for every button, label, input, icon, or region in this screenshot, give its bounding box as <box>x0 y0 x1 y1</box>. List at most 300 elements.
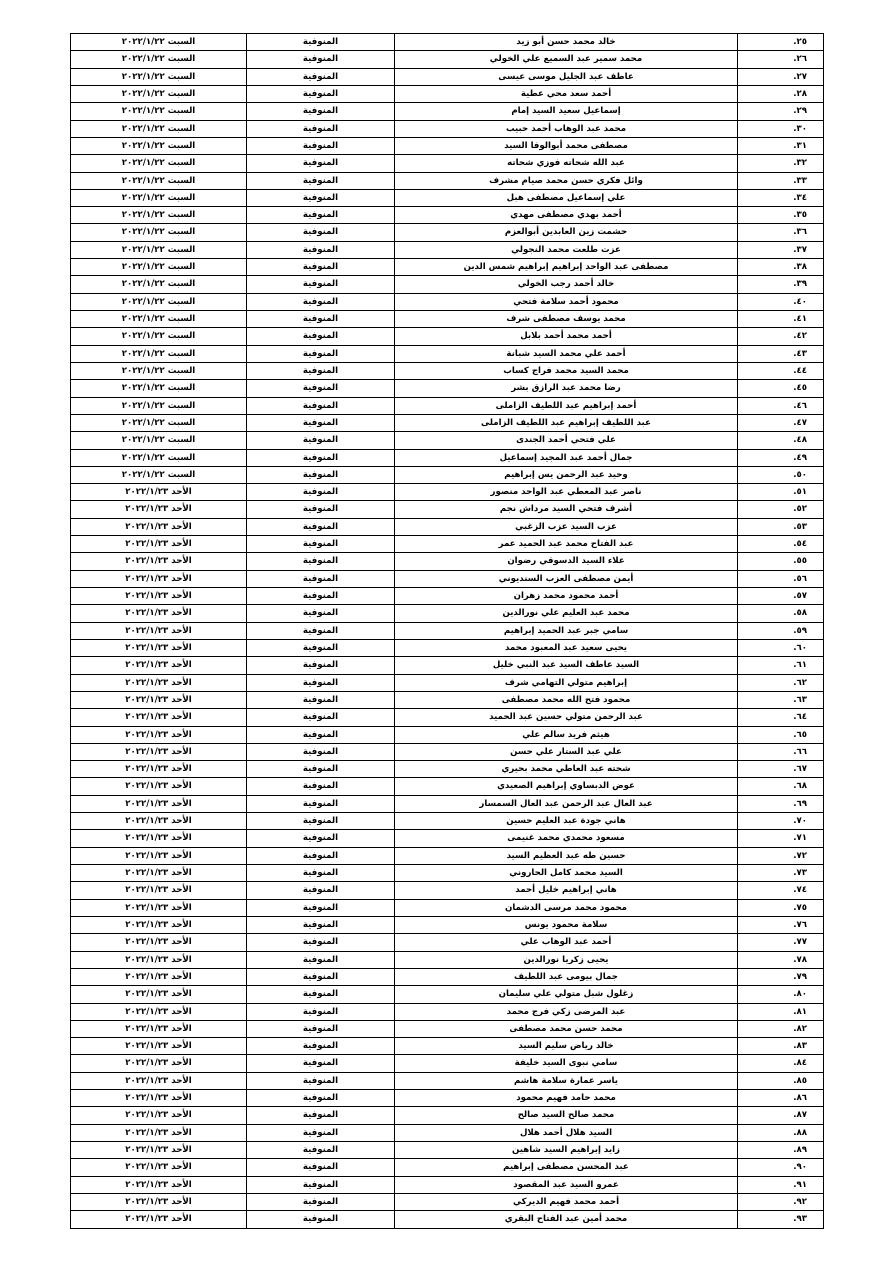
row-number-cell: ٤٥. <box>738 380 824 397</box>
session-date-cell: السبت ٢٠٢٢/١/٢٢ <box>71 259 247 276</box>
row-number-cell: ٢٧. <box>738 68 824 85</box>
person-name-cell: محمد عبد الوهاب أحمد حبيب <box>395 120 738 137</box>
session-date-cell: السبت ٢٠٢٢/١/٢٢ <box>71 85 247 102</box>
governorate-cell: المنوفية <box>247 588 395 605</box>
governorate-cell: المنوفية <box>247 570 395 587</box>
session-date-cell: الأحد ٢٠٢٢/١/٢٣ <box>71 1124 247 1141</box>
table-row <box>71 51 824 68</box>
governorate-cell: المنوفية <box>247 380 395 397</box>
table-row <box>71 414 824 431</box>
table-row <box>71 1003 824 1020</box>
row-number-cell: ٥٣. <box>738 518 824 535</box>
row-number-cell: ٧٧. <box>738 934 824 951</box>
governorate-cell: المنوفية <box>247 1107 395 1124</box>
governorate-cell: المنوفية <box>247 1193 395 1210</box>
person-name-cell: ياسر عمارة سلامة هاشم <box>395 1072 738 1089</box>
session-date-cell: الأحد ٢٠٢٢/١/٢٣ <box>71 570 247 587</box>
row-number-cell: ٦٨. <box>738 778 824 795</box>
governorate-cell: المنوفية <box>247 986 395 1003</box>
governorate-cell: المنوفية <box>247 622 395 639</box>
session-date-cell: السبت ٢٠٢٢/١/٢٢ <box>71 449 247 466</box>
row-number-cell: ٧١. <box>738 830 824 847</box>
row-number-cell: ٢٦. <box>738 51 824 68</box>
session-date-cell: الأحد ٢٠٢٢/١/٢٣ <box>71 1055 247 1072</box>
governorate-cell: المنوفية <box>247 709 395 726</box>
table-row <box>71 311 824 328</box>
person-name-cell: عاطف عبد الجليل موسى عيسى <box>395 68 738 85</box>
person-name-cell: خالد أحمد رجب الخولي <box>395 276 738 293</box>
person-name-cell: عبد اللطيف إبراهيم عبد اللطيف الزاملى <box>395 414 738 431</box>
person-name-cell: محمد السيد محمد فراج كساب <box>395 362 738 379</box>
row-number-cell: ٣٨. <box>738 259 824 276</box>
governorate-cell: المنوفية <box>247 1055 395 1072</box>
person-name-cell: مصطفى عبد الواحد إبراهيم إبراهيم شمس الدين <box>395 259 738 276</box>
governorate-cell: المنوفية <box>247 605 395 622</box>
governorate-cell: المنوفية <box>247 345 395 362</box>
session-date-cell: الأحد ٢٠٢٢/١/٢٣ <box>71 1090 247 1107</box>
person-name-cell: محمد سمير عبد السميع علي الخولي <box>395 51 738 68</box>
session-date-cell: الأحد ٢٠٢٢/١/٢٣ <box>71 847 247 864</box>
table-row <box>71 328 824 345</box>
row-number-cell: ٤٦. <box>738 397 824 414</box>
person-name-cell: إبراهيم متولي التهامي شرف <box>395 674 738 691</box>
person-name-cell: جمال أحمد عبد المجيد إسماعيل <box>395 449 738 466</box>
person-name-cell: أيمن مصطفى العزب السنديوني <box>395 570 738 587</box>
session-date-cell: الأحد ٢٠٢٢/١/٢٣ <box>71 934 247 951</box>
person-name-cell: عبد الفتاح محمد عبد الحميد عمر <box>395 536 738 553</box>
row-number-cell: ٣٣. <box>738 172 824 189</box>
table-row <box>71 103 824 120</box>
row-number-cell: ٧٩. <box>738 968 824 985</box>
person-name-cell: محمود محمد مرسى الدشمان <box>395 899 738 916</box>
person-name-cell: السيد هلال أحمد هلال <box>395 1124 738 1141</box>
row-number-cell: ٣٥. <box>738 207 824 224</box>
governorate-cell: المنوفية <box>247 432 395 449</box>
person-name-cell: محمد صالح السيد صالح <box>395 1107 738 1124</box>
person-name-cell: أحمد بهدي مصطفى مهدي <box>395 207 738 224</box>
row-number-cell: ٣٦. <box>738 224 824 241</box>
governorate-cell: المنوفية <box>247 189 395 206</box>
session-date-cell: الأحد ٢٠٢٢/١/٢٣ <box>71 691 247 708</box>
governorate-cell: المنوفية <box>247 1003 395 1020</box>
session-date-cell: الأحد ٢٠٢٢/١/٢٣ <box>71 1159 247 1176</box>
row-number-cell: ٩٣. <box>738 1211 824 1228</box>
table-row <box>71 726 824 743</box>
table-row <box>71 189 824 206</box>
table-row <box>71 241 824 258</box>
person-name-cell: أحمد علي محمد السيد شبانة <box>395 345 738 362</box>
person-name-cell: يحيى سعيد عبد المعبود محمد <box>395 639 738 656</box>
row-number-cell: ٤٢. <box>738 328 824 345</box>
governorate-cell: المنوفية <box>247 1090 395 1107</box>
table-row <box>71 345 824 362</box>
table-row <box>71 1124 824 1141</box>
table-row <box>71 137 824 154</box>
session-date-cell: الأحد ٢٠٢٢/١/٢٣ <box>71 1193 247 1210</box>
governorate-cell: المنوفية <box>247 34 395 51</box>
session-date-cell: الأحد ٢٠٢٢/١/٢٣ <box>71 968 247 985</box>
row-number-cell: ٤٩. <box>738 449 824 466</box>
row-number-cell: ٧٠. <box>738 813 824 830</box>
governorate-cell: المنوفية <box>247 1038 395 1055</box>
session-date-cell: الأحد ٢٠٢٢/١/٢٣ <box>71 518 247 535</box>
table-row <box>71 813 824 830</box>
governorate-cell: المنوفية <box>247 865 395 882</box>
table-row <box>71 674 824 691</box>
row-number-cell: ٢٨. <box>738 85 824 102</box>
row-number-cell: ٥٧. <box>738 588 824 605</box>
row-number-cell: ٣٠. <box>738 120 824 137</box>
row-number-cell: ٥١. <box>738 484 824 501</box>
row-number-cell: ٧٦. <box>738 916 824 933</box>
row-number-cell: ٦٣. <box>738 691 824 708</box>
governorate-cell: المنوفية <box>247 362 395 379</box>
person-name-cell: حشمت زين العابدين أبوالعزم <box>395 224 738 241</box>
governorate-cell: المنوفية <box>247 311 395 328</box>
governorate-cell: المنوفية <box>247 172 395 189</box>
document-page <box>70 33 823 1229</box>
governorate-cell: المنوفية <box>247 85 395 102</box>
person-name-cell: علاء السيد الدسوقي رضوان <box>395 553 738 570</box>
person-name-cell: سلامة محمود يونس <box>395 916 738 933</box>
governorate-cell: المنوفية <box>247 1124 395 1141</box>
table-row <box>71 778 824 795</box>
session-date-cell: السبت ٢٠٢٢/١/٢٢ <box>71 34 247 51</box>
row-number-cell: ٩٠. <box>738 1159 824 1176</box>
governorate-cell: المنوفية <box>247 968 395 985</box>
governorate-cell: المنوفية <box>247 466 395 483</box>
table-row <box>71 1176 824 1193</box>
session-date-cell: السبت ٢٠٢٢/١/٢٢ <box>71 414 247 431</box>
person-name-cell: هاني إبراهيم خليل أحمد <box>395 882 738 899</box>
row-number-cell: ٨٤. <box>738 1055 824 1072</box>
person-name-cell: حسين طه عبد العظيم السيد <box>395 847 738 864</box>
row-number-cell: ٤٤. <box>738 362 824 379</box>
governorate-cell: المنوفية <box>247 414 395 431</box>
session-date-cell: الأحد ٢٠٢٢/١/٢٣ <box>71 674 247 691</box>
governorate-cell: المنوفية <box>247 726 395 743</box>
row-number-cell: ٨٨. <box>738 1124 824 1141</box>
governorate-cell: المنوفية <box>247 484 395 501</box>
session-date-cell: الأحد ٢٠٢٢/١/٢٣ <box>71 605 247 622</box>
row-number-cell: ٤٣. <box>738 345 824 362</box>
row-number-cell: ٧٤. <box>738 882 824 899</box>
session-date-cell: السبت ٢٠٢٢/١/٢٢ <box>71 51 247 68</box>
row-number-cell: ٦٦. <box>738 743 824 760</box>
table-row <box>71 553 824 570</box>
person-name-cell: محمد أمين عبد الفتاح البقري <box>395 1211 738 1228</box>
governorate-cell: المنوفية <box>247 328 395 345</box>
table-row <box>71 484 824 501</box>
person-name-cell: أحمد إبراهيم عبد اللطيف الزاملى <box>395 397 738 414</box>
row-number-cell: ٩١. <box>738 1176 824 1193</box>
table-row <box>71 1107 824 1124</box>
person-name-cell: علي فتحي أحمد الجندى <box>395 432 738 449</box>
session-date-cell: الأحد ٢٠٢٢/١/٢٣ <box>71 1038 247 1055</box>
governorate-cell: المنوفية <box>247 951 395 968</box>
person-name-cell: هاني جودة عبد العليم حسين <box>395 813 738 830</box>
person-name-cell: جمال بيومى عبد اللطيف <box>395 968 738 985</box>
person-name-cell: عبد العال عبد الرحمن عبد العال السمسار <box>395 795 738 812</box>
governorate-cell: المنوفية <box>247 501 395 518</box>
row-number-cell: ٢٥. <box>738 34 824 51</box>
session-date-cell: الأحد ٢٠٢٢/١/٢٣ <box>71 813 247 830</box>
session-date-cell: السبت ٢٠٢٢/١/٢٢ <box>71 466 247 483</box>
governorate-cell: المنوفية <box>247 1142 395 1159</box>
person-name-cell: أشرف فتحي السيد مرداش نجم <box>395 501 738 518</box>
person-name-cell: خالد محمد حسن أبو زيد <box>395 34 738 51</box>
attendee-table-body <box>71 34 824 1229</box>
governorate-cell: المنوفية <box>247 241 395 258</box>
row-number-cell: ٥٥. <box>738 553 824 570</box>
row-number-cell: ٥٩. <box>738 622 824 639</box>
person-name-cell: هيثم فريد سالم علي <box>395 726 738 743</box>
session-date-cell: السبت ٢٠٢٢/١/٢٢ <box>71 172 247 189</box>
session-date-cell: السبت ٢٠٢٢/١/٢٢ <box>71 207 247 224</box>
governorate-cell: المنوفية <box>247 847 395 864</box>
row-number-cell: ٨٠. <box>738 986 824 1003</box>
row-number-cell: ٦٥. <box>738 726 824 743</box>
session-date-cell: السبت ٢٠٢٢/١/٢٢ <box>71 328 247 345</box>
person-name-cell: عبد الرحمن متولي حسين عبد الحميد <box>395 709 738 726</box>
session-date-cell: السبت ٢٠٢٢/١/٢٢ <box>71 68 247 85</box>
person-name-cell: أحمد عبد الوهاب علي <box>395 934 738 951</box>
table-row <box>71 34 824 51</box>
table-row <box>71 622 824 639</box>
session-date-cell: الأحد ٢٠٢٢/١/٢٣ <box>71 484 247 501</box>
person-name-cell: علي عبد الستار علي حسن <box>395 743 738 760</box>
row-number-cell: ٦٤. <box>738 709 824 726</box>
row-number-cell: ٦٠. <box>738 639 824 656</box>
table-row <box>71 986 824 1003</box>
session-date-cell: الأحد ٢٠٢٢/١/٢٣ <box>71 882 247 899</box>
governorate-cell: المنوفية <box>247 761 395 778</box>
table-row <box>71 709 824 726</box>
session-date-cell: السبت ٢٠٢٢/١/٢٢ <box>71 362 247 379</box>
governorate-cell: المنوفية <box>247 103 395 120</box>
governorate-cell: المنوفية <box>247 743 395 760</box>
governorate-cell: المنوفية <box>247 553 395 570</box>
person-name-cell: أحمد محمد فهيم الديركي <box>395 1193 738 1210</box>
session-date-cell: الأحد ٢٠٢٢/١/٢٣ <box>71 1003 247 1020</box>
person-name-cell: عمرو السيد عبد المقصود <box>395 1176 738 1193</box>
person-name-cell: محمود فتح الله محمد مصطفى <box>395 691 738 708</box>
governorate-cell: المنوفية <box>247 899 395 916</box>
table-row <box>71 466 824 483</box>
governorate-cell: المنوفية <box>247 1211 395 1228</box>
session-date-cell: الأحد ٢٠٢٢/١/٢٣ <box>71 1142 247 1159</box>
row-number-cell: ٤٨. <box>738 432 824 449</box>
governorate-cell: المنوفية <box>247 1176 395 1193</box>
session-date-cell: الأحد ٢٠٢٢/١/٢٣ <box>71 1072 247 1089</box>
table-row <box>71 761 824 778</box>
session-date-cell: الأحد ٢٠٢٢/١/٢٣ <box>71 795 247 812</box>
row-number-cell: ٤٠. <box>738 293 824 310</box>
table-row <box>71 570 824 587</box>
person-name-cell: ناصر عبد المعطي عبد الواحد منصور <box>395 484 738 501</box>
governorate-cell: المنوفية <box>247 882 395 899</box>
session-date-cell: السبت ٢٠٢٢/١/٢٢ <box>71 189 247 206</box>
session-date-cell: الأحد ٢٠٢٢/١/٢٣ <box>71 778 247 795</box>
person-name-cell: عبد المحسن مصطفى إبراهيم <box>395 1159 738 1176</box>
session-date-cell: السبت ٢٠٢٢/١/٢٢ <box>71 137 247 154</box>
table-row <box>71 362 824 379</box>
governorate-cell: المنوفية <box>247 224 395 241</box>
session-date-cell: السبت ٢٠٢٢/١/٢٢ <box>71 155 247 172</box>
row-number-cell: ٦٢. <box>738 674 824 691</box>
table-row <box>71 899 824 916</box>
table-row <box>71 934 824 951</box>
person-name-cell: أحمد محمود محمد زهران <box>395 588 738 605</box>
session-date-cell: الأحد ٢٠٢٢/١/٢٣ <box>71 1211 247 1228</box>
session-date-cell: السبت ٢٠٢٢/١/٢٢ <box>71 241 247 258</box>
session-date-cell: السبت ٢٠٢٢/١/٢٢ <box>71 397 247 414</box>
session-date-cell: الأحد ٢٠٢٢/١/٢٣ <box>71 536 247 553</box>
row-number-cell: ٣٩. <box>738 276 824 293</box>
session-date-cell: الأحد ٢٠٢٢/١/٢٣ <box>71 588 247 605</box>
row-number-cell: ٥٤. <box>738 536 824 553</box>
person-name-cell: السيد محمد كامل الحاروني <box>395 865 738 882</box>
table-row <box>71 120 824 137</box>
governorate-cell: المنوفية <box>247 276 395 293</box>
person-name-cell: عزت طلعت محمد النجولي <box>395 241 738 258</box>
governorate-cell: المنوفية <box>247 397 395 414</box>
row-number-cell: ٥٨. <box>738 605 824 622</box>
governorate-cell: المنوفية <box>247 691 395 708</box>
table-row <box>71 397 824 414</box>
table-row <box>71 259 824 276</box>
person-name-cell: أحمد سعد محي عطية <box>395 85 738 102</box>
person-name-cell: خالد رياض سليم السيد <box>395 1038 738 1055</box>
person-name-cell: يحيى زكريا نورالدين <box>395 951 738 968</box>
row-number-cell: ٧٥. <box>738 899 824 916</box>
row-number-cell: ٣١. <box>738 137 824 154</box>
row-number-cell: ٢٩. <box>738 103 824 120</box>
table-row <box>71 1142 824 1159</box>
session-date-cell: السبت ٢٠٢٢/١/٢٢ <box>71 380 247 397</box>
row-number-cell: ٦٩. <box>738 795 824 812</box>
table-row <box>71 588 824 605</box>
row-number-cell: ٨٧. <box>738 1107 824 1124</box>
governorate-cell: المنوفية <box>247 916 395 933</box>
attendee-table <box>70 33 824 1229</box>
governorate-cell: المنوفية <box>247 137 395 154</box>
table-row <box>71 380 824 397</box>
person-name-cell: محمد حسن محمد مصطفى <box>395 1020 738 1037</box>
governorate-cell: المنوفية <box>247 1159 395 1176</box>
person-name-cell: محمد عبد العليم علي نورالدين <box>395 605 738 622</box>
session-date-cell: السبت ٢٠٢٢/١/٢٢ <box>71 276 247 293</box>
row-number-cell: ٨٥. <box>738 1072 824 1089</box>
table-row <box>71 1193 824 1210</box>
governorate-cell: المنوفية <box>247 259 395 276</box>
session-date-cell: السبت ٢٠٢٢/١/٢٢ <box>71 120 247 137</box>
person-name-cell: عوض الدبساوي إبراهيم الصعيدي <box>395 778 738 795</box>
governorate-cell: المنوفية <box>247 518 395 535</box>
table-row <box>71 68 824 85</box>
person-name-cell: سامي نبوى السيد خليفة <box>395 1055 738 1072</box>
row-number-cell: ٧٣. <box>738 865 824 882</box>
table-row <box>71 1211 824 1228</box>
row-number-cell: ٩٢. <box>738 1193 824 1210</box>
governorate-cell: المنوفية <box>247 51 395 68</box>
table-row <box>71 605 824 622</box>
table-row <box>71 657 824 674</box>
table-row <box>71 691 824 708</box>
person-name-cell: علي إسماعيل مصطفى هبل <box>395 189 738 206</box>
table-row <box>71 865 824 882</box>
session-date-cell: السبت ٢٠٢٢/١/٢٢ <box>71 224 247 241</box>
table-row <box>71 1090 824 1107</box>
person-name-cell: محمد يوسف مصطفى شرف <box>395 311 738 328</box>
person-name-cell: السيد عاطف السيد عبد النبي خليل <box>395 657 738 674</box>
session-date-cell: الأحد ٢٠٢٢/١/٢٣ <box>71 916 247 933</box>
session-date-cell: الأحد ٢٠٢٢/١/٢٣ <box>71 1176 247 1193</box>
table-row <box>71 639 824 656</box>
table-row <box>71 518 824 535</box>
row-number-cell: ٣٤. <box>738 189 824 206</box>
person-name-cell: زايد إبراهيم السيد شاهين <box>395 1142 738 1159</box>
person-name-cell: شحته عبد العاطي محمد بحيري <box>395 761 738 778</box>
row-number-cell: ٧٨. <box>738 951 824 968</box>
session-date-cell: الأحد ٢٠٢٢/١/٢٣ <box>71 639 247 656</box>
person-name-cell: سامي جبر عبد الحميد إبراهيم <box>395 622 738 639</box>
governorate-cell: المنوفية <box>247 536 395 553</box>
row-number-cell: ٥٢. <box>738 501 824 518</box>
table-row <box>71 432 824 449</box>
person-name-cell: وائل فكري حسن محمد صيام مشرف <box>395 172 738 189</box>
session-date-cell: الأحد ٢٠٢٢/١/٢٣ <box>71 709 247 726</box>
session-date-cell: الأحد ٢٠٢٢/١/٢٣ <box>71 1020 247 1037</box>
table-row <box>71 1072 824 1089</box>
row-number-cell: ٨٦. <box>738 1090 824 1107</box>
table-row <box>71 276 824 293</box>
person-name-cell: عبد الله شحاته فوزي شحاته <box>395 155 738 172</box>
table-row <box>71 293 824 310</box>
table-row <box>71 968 824 985</box>
session-date-cell: الأحد ٢٠٢٢/١/٢٣ <box>71 761 247 778</box>
row-number-cell: ٦٧. <box>738 761 824 778</box>
governorate-cell: المنوفية <box>247 293 395 310</box>
table-row <box>71 743 824 760</box>
session-date-cell: الأحد ٢٠٢٢/١/٢٣ <box>71 951 247 968</box>
session-date-cell: السبت ٢٠٢٢/١/٢٢ <box>71 103 247 120</box>
session-date-cell: الأحد ٢٠٢٢/١/٢٣ <box>71 986 247 1003</box>
governorate-cell: المنوفية <box>247 657 395 674</box>
session-date-cell: الأحد ٢٠٢٢/١/٢٣ <box>71 553 247 570</box>
person-name-cell: رضا محمد عبد الرازق بشر <box>395 380 738 397</box>
table-row <box>71 1159 824 1176</box>
table-row <box>71 536 824 553</box>
session-date-cell: الأحد ٢٠٢٢/١/٢٣ <box>71 501 247 518</box>
table-row <box>71 85 824 102</box>
session-date-cell: الأحد ٢٠٢٢/١/٢٣ <box>71 657 247 674</box>
row-number-cell: ٧٢. <box>738 847 824 864</box>
table-row <box>71 155 824 172</box>
person-name-cell: عزب السيد عزب الزغبي <box>395 518 738 535</box>
row-number-cell: ٣٢. <box>738 155 824 172</box>
governorate-cell: المنوفية <box>247 813 395 830</box>
person-name-cell: محمد حامد فهيم محمود <box>395 1090 738 1107</box>
session-date-cell: الأحد ٢٠٢٢/١/٢٣ <box>71 726 247 743</box>
person-name-cell: إسماعيل سعيد السيد إمام <box>395 103 738 120</box>
row-number-cell: ٥٠. <box>738 466 824 483</box>
row-number-cell: ٣٧. <box>738 241 824 258</box>
table-row <box>71 830 824 847</box>
person-name-cell: وحيد عبد الرحمن يس إبراهيم <box>395 466 738 483</box>
governorate-cell: المنوفية <box>247 795 395 812</box>
governorate-cell: المنوفية <box>247 120 395 137</box>
